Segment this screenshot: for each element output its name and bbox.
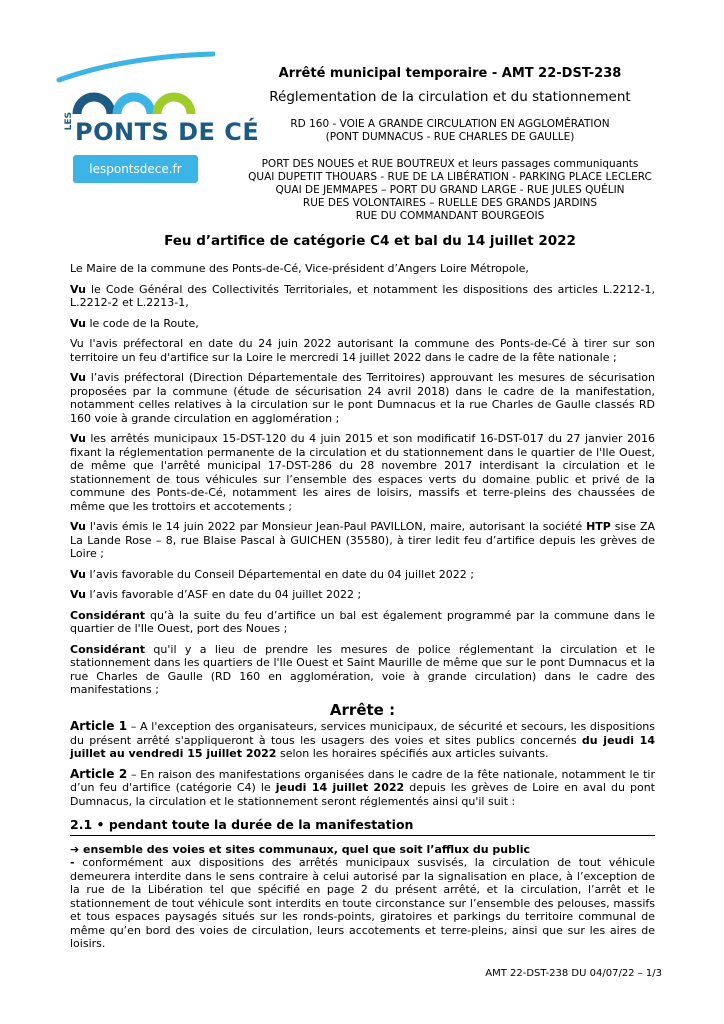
considerations-item: Vu l’avis favorable d’ASF en date du 04 juillet 2022 ; bbox=[70, 588, 362, 601]
place-line: RUE DU COMMANDANT BOURGEOIS bbox=[355, 210, 545, 222]
place-line: QUAI DUPETIT THOUARS - RUE DE LA LIBÉRATION - PARKING PLACE LECLERC bbox=[248, 171, 652, 183]
road-line: (PONT DUMNACUS - RUE CHARLES DE GAULLE) bbox=[325, 131, 575, 143]
article-2: Article 2 – En raison des manifestations organisées dans le cadre de la fête nationale, notamment le tir d’un feu d'artifice (catégorie C4) le jeudi 14 juillet 2022 depuis les grèves de Loire en aval du pont Dumnacus, la circulation et le stationnement seront réglementés ainsi qu'il suit : bbox=[70, 766, 655, 808]
considerations-item: Vu les arrêtés municipaux 15-DST-120 du 4 juin 2015 et son modificatif 16-DST-017 du 27 janvier 2016 fixant la réglementation permanente de la circulation et du stationnement dans le quartier de l'Ile Ouest, de même que l'arrêté municipal 17-DST-286 du 28 novembre 2017 interdisant la circulation et le stationnement de tous véhicules sur l’ensemble des espaces verts du domaine public et privé de la commune des Ponts-de-Cé, notamment les aires de loisirs, massifs et terre-pleins des chaussées de même que les trottoirs et accotements ; bbox=[70, 432, 655, 513]
considerations-item: Vu l'avis émis le 14 juin 2022 par Monsieur Jean-Paul PAVILLON, maire, autorisant la société HTP sise ZA La Lande Rose – 8, rue Blaise Pascal à GUICHEN (35580), à tirer ledit feu d’artifice depuis les grèves de Loire ; bbox=[70, 520, 656, 560]
municipality-logo bbox=[55, 50, 260, 185]
logo-les: LES bbox=[64, 112, 74, 131]
road-line: RD 160 - VOIE A GRANDE CIRCULATION EN AGGLOMÉRATION bbox=[290, 118, 610, 130]
article-1: Article 1 – A l'exception des organisateurs, services municipaux, de sécurité et secours, les dispositions du présent arrêté s'appliqueront à tous les usagers des voies et sites publics concernés du jeudi 14 juillet au vendredi 15 juillet 2022 selon les horaires spécifiés aux articles suivants. bbox=[70, 719, 655, 760]
logo-url[interactable]: lespontsdece.fr bbox=[73, 155, 198, 183]
arrete-heading: Arrête : bbox=[329, 700, 396, 719]
subsection-heading: ➔ ensemble des voies et sites communaux, quel que soit l’afflux du public bbox=[70, 842, 531, 856]
considerations-item: Vu le Code Général des Collectivités Territoriales, et notamment les dispositions des articles L.2212-1, L.2212-2 et L.2213-1, bbox=[70, 282, 655, 309]
decree-title: Arrêté municipal temporaire - AMT 22-DST-238 bbox=[278, 66, 622, 81]
considerations-item: Considérant qu’à la suite du feu d’artifice un bal est également programmé par la commune dans le quartier de l'Ile Ouest, port des Noues ; bbox=[70, 608, 655, 635]
place-line: RUE DES VOLONTAIRES – RUELLE DES GRANDS JARDINS bbox=[302, 197, 598, 209]
decree-subtitle: Réglementation de la circulation et du stationnement bbox=[269, 89, 631, 105]
section-2-1-heading: 2.1 • pendant toute la durée de la manifestation bbox=[70, 818, 655, 836]
logo-graphic bbox=[55, 50, 215, 120]
event-title: Feu d’artifice de catégorie C4 et bal du 14 juillet 2022 bbox=[164, 233, 576, 249]
considerations-item: Vu l'avis préfectoral en date du 24 juin 2022 autorisant la commune des Ponts-de-Cé à tirer sur son territoire un feu d'artifice sur la Loire le mercredi 14 juillet 2022 dans le cadre de la fête nationale ; bbox=[70, 337, 655, 364]
places-block bbox=[230, 158, 670, 223]
place-line: QUAI DE JEMMAPES – PORT DU GRAND LARGE - RUE JULES QUÉLIN bbox=[275, 184, 625, 196]
considerations-item: Considérant qu'il y a lieu de prendre les mesures de police réglementant la circulation et le stationnement dans les quartiers de l'Ile Ouest et Saint Maurille de même que sur le pont Dumnacus et la rue Charles de Gaulle (RD 160 en agglomération, voie à grande circulation) dans le cadre des manifestations ; bbox=[70, 642, 655, 696]
logo-name: PONTS DE CÉ bbox=[75, 118, 260, 146]
decree-body bbox=[70, 262, 655, 958]
road-block bbox=[230, 118, 670, 144]
page-footer: AMT 22-DST-238 DU 04/07/22 – 1/3 bbox=[485, 968, 662, 979]
considerations-item: Vu l’avis favorable du Conseil Départemental en date du 04 juillet 2022 ; bbox=[70, 567, 474, 581]
rule-paragraph: - conformément aux dispositions des arrêtés municipaux susvisés, la circulation de tout véhicule demeurera interdite dans le sens contraire à celui autorisé par la signalisation en place, à l’exception de la rue de la Libération tel que spécifié en page 2 du présent arrêté, et la circulation, l’arrêt et le stationnement de tout véhicule sont interdits en toute circonstance sur l’ensemble des pelouses, massifs et tous espaces paysagés situés sur les ronds-points, giratoires et parkings du territoire communal de même qu’en bord des voies de circulation, leurs accotements et terre-pleins, ainsi que sur les aires de loisirs. bbox=[70, 856, 655, 950]
considerations-item: Vu le code de la Route, bbox=[70, 316, 199, 330]
considerations-item: Vu l’avis préfectoral (Direction Départementale des Territoires) approuvant les mesures de sécurisation proposées par la commune (étude de sécurisation 24 avril 2018) dans le cadre de la manifestation, notamment celles relatives à la circulation sur le pont Dumnacus et la rue Charles de Gaulle classés RD 160 voie à grande circulation en agglomération ; bbox=[70, 371, 655, 425]
intro-paragraph: Le Maire de la commune des Ponts-de-Cé, Vice-président d’Angers Loire Métropole, bbox=[70, 262, 529, 275]
place-line: PORT DES NOUES et RUE BOUTREUX et leurs passages communiquants bbox=[261, 158, 639, 170]
